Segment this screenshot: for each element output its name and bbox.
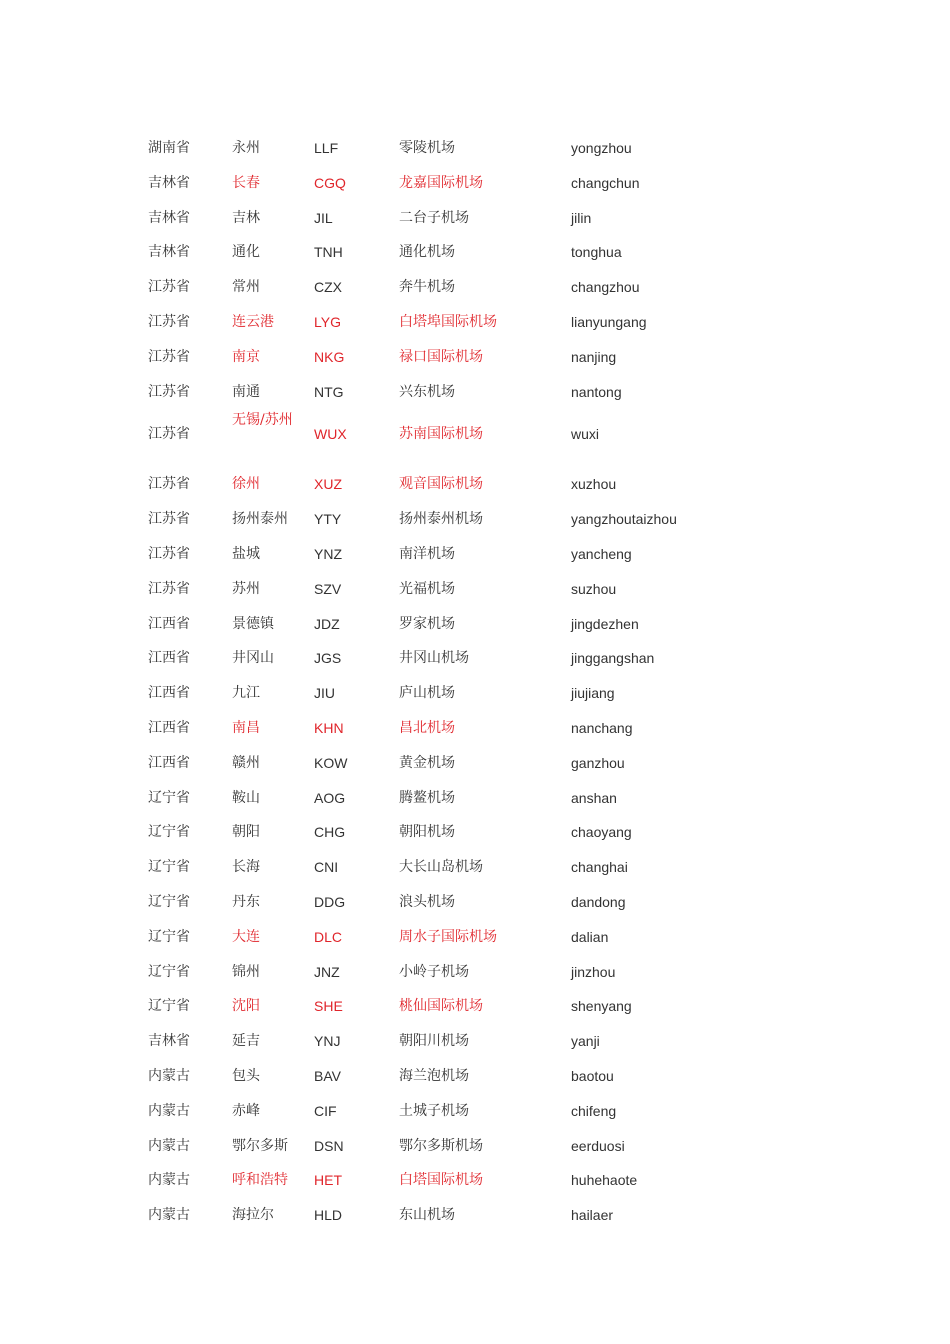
province-cell: 江苏省 [148,383,190,400]
airport-name-cell: 二台子机场 [399,209,469,226]
province-cell: 江西省 [148,650,190,667]
airport-name-cell: 朝阳川机场 [399,1033,469,1050]
city-cell: 鞍山 [232,789,260,806]
airport-code-cell: LLF [314,140,339,156]
city-cell: 景德镇 [232,615,274,632]
pinyin-cell: wuxi [571,426,600,443]
airport-code-cell: YNJ [314,1033,341,1050]
airport-name-cell: 周水子国际机场 [399,928,497,945]
province-cell: 江苏省 [148,313,190,330]
airport-name-cell: 苏南国际机场 [399,426,483,443]
province-cell: 辽宁省 [148,859,190,876]
province-cell: 辽宁省 [148,963,190,980]
city-cell: 朝阳 [232,824,260,841]
city-cell: 南通 [232,383,260,400]
city-cell: 延吉 [232,1033,260,1050]
airport-code-cell: CHG [314,824,346,841]
airport-name-cell: 土城子机场 [399,1102,469,1119]
pinyin-cell: nanjing [571,348,617,365]
province-cell: 江苏省 [148,580,190,597]
airport-code-cell: SZV [314,580,342,597]
airport-name-cell: 禄口国际机场 [399,348,483,365]
table-row [148,810,868,845]
pinyin-cell: suzhou [571,580,617,597]
airport-name-cell: 鄂尔多斯机场 [399,1137,483,1154]
province-cell: 内蒙古 [148,1067,190,1084]
pinyin-cell: dandong [571,893,626,910]
city-cell: 赤峰 [232,1102,260,1119]
airport-code-cell: JDZ [314,615,340,632]
airport-code-cell: XUZ [314,476,342,493]
airport-name-cell: 观音国际机场 [399,476,483,493]
table-row [148,532,868,567]
airport-name-cell: 零陵机场 [399,140,455,156]
airport-code-cell: NTG [314,383,344,400]
city-cell: 无锡/苏州 [232,412,293,429]
table-row [148,230,868,265]
airport-code-cell: HLD [314,1207,343,1224]
province-cell: 江苏省 [148,511,190,528]
pinyin-cell: changchun [571,174,640,191]
province-cell: 吉林省 [148,244,190,261]
airport-name-cell: 海兰泡机场 [399,1067,469,1084]
city-cell: 呼和浩特 [232,1172,288,1189]
city-cell: 鄂尔多斯 [232,1137,288,1154]
table-row [148,950,868,985]
airport-name-cell: 南洋机场 [399,545,455,562]
table-row [148,1124,868,1159]
province-cell: 辽宁省 [148,893,190,910]
table-row [148,706,868,741]
pinyin-cell: huhehaote [571,1172,638,1189]
table-row [148,497,868,532]
city-cell: 赣州 [232,754,260,771]
pinyin-cell: changhai [571,859,628,876]
table-row [148,1019,868,1054]
table-row [148,1054,868,1089]
table-row [148,845,868,880]
airport-code-cell: DDG [314,893,346,910]
city-cell: 井冈山 [232,650,274,667]
airport-code-cell: DSN [314,1137,344,1154]
airport-name-cell: 龙嘉国际机场 [399,174,483,191]
pinyin-cell: hailaer [571,1207,614,1224]
table-row [148,161,868,196]
province-cell: 江西省 [148,719,190,736]
airport-name-cell: 罗家机场 [399,615,455,632]
airport-code-cell: YNZ [314,545,342,562]
airport-name-cell: 浪头机场 [399,893,455,910]
pinyin-cell: jiujiang [571,685,615,702]
province-cell: 辽宁省 [148,998,190,1015]
airport-name-cell: 白塔国际机场 [399,1172,483,1189]
province-cell: 内蒙古 [148,1137,190,1154]
airport-code-cell: YTY [314,511,342,528]
airport-name-cell: 奔牛机场 [399,279,455,296]
airport-code-cell: LYG [314,313,341,330]
province-cell: 内蒙古 [148,1102,190,1119]
city-cell: 扬州泰州 [232,511,288,528]
airport-code-cell: KOW [314,754,348,771]
airport-code-cell: CNI [314,859,339,876]
pinyin-cell: yangzhoutaizhou [571,511,677,528]
airport-code-cell: CIF [314,1102,337,1119]
airport-code-cell: HET [314,1172,342,1189]
pinyin-cell: nantong [571,383,622,400]
province-cell: 江西省 [148,754,190,771]
province-cell: 江西省 [148,685,190,702]
city-cell: 长海 [232,859,260,876]
airport-name-cell: 扬州泰州机场 [399,511,483,528]
pinyin-cell: baotou [571,1067,614,1084]
airport-name-cell: 腾鳌机场 [399,789,455,806]
airport-name-cell: 庐山机场 [399,685,455,702]
airport-code-cell: WUX [314,426,347,443]
pinyin-cell: jinzhou [571,963,616,980]
province-cell: 吉林省 [148,174,190,191]
table-row [148,1158,868,1193]
table-row [148,404,868,462]
province-cell: 辽宁省 [148,824,190,841]
airport-name-cell: 小岭子机场 [399,963,469,980]
city-cell: 永州 [232,140,260,156]
airport-code-table [148,126,868,1228]
province-cell: 江苏省 [148,426,190,443]
city-cell: 常州 [232,279,260,296]
airport-name-cell: 黄金机场 [399,754,455,771]
table-row [148,265,868,300]
table-row [148,370,868,405]
table-row [148,126,868,161]
table-row [148,335,868,370]
airport-code-cell: CZX [314,279,342,296]
province-cell: 江苏省 [148,279,190,296]
province-cell: 湖南省 [148,140,190,156]
province-cell: 江苏省 [148,348,190,365]
airport-code-cell: JGS [314,650,342,667]
province-cell: 吉林省 [148,1033,190,1050]
pinyin-cell: xuzhou [571,476,617,493]
airport-code-cell: AOG [314,789,346,806]
airport-code-cell: KHN [314,719,344,736]
city-cell: 沈阳 [232,998,260,1015]
city-cell: 海拉尔 [232,1207,274,1224]
province-cell: 江苏省 [148,545,190,562]
city-cell: 大连 [232,928,260,945]
pinyin-cell: nanchang [571,719,633,736]
province-cell: 江西省 [148,615,190,632]
province-cell: 辽宁省 [148,928,190,945]
airport-code-cell: SHE [314,998,343,1015]
airport-name-cell: 朝阳机场 [399,824,455,841]
province-cell: 内蒙古 [148,1207,190,1224]
airport-code-cell: TNH [314,244,343,261]
airport-code-cell: JIL [314,209,333,226]
airport-name-cell: 井冈山机场 [399,650,469,667]
airport-code-cell: DLC [314,928,343,945]
pinyin-cell: ganzhou [571,754,625,771]
province-cell: 辽宁省 [148,789,190,806]
airport-code-cell: NKG [314,348,345,365]
pinyin-cell: lianyungang [571,313,647,330]
airport-name-cell: 兴东机场 [399,383,455,400]
airport-code-cell: JNZ [314,963,340,980]
airport-name-cell: 桃仙国际机场 [399,998,483,1015]
table-row [148,602,868,637]
airport-name-cell: 昌北机场 [399,719,455,736]
city-cell: 苏州 [232,580,260,597]
city-cell: 盐城 [232,545,260,562]
pinyin-cell: eerduosi [571,1137,625,1154]
airport-name-cell: 光福机场 [399,580,455,597]
city-cell: 徐州 [232,476,260,493]
airport-name-cell: 白塔埠国际机场 [399,313,497,330]
city-cell: 南昌 [232,719,260,736]
table-row [148,880,868,915]
table-row [148,1089,868,1124]
city-cell: 锦州 [232,963,260,980]
table-row [148,776,868,811]
city-cell: 南京 [232,348,260,365]
city-cell: 通化 [232,244,260,261]
airport-name-cell: 大长山岛机场 [399,859,483,876]
pinyin-cell: yancheng [571,545,632,562]
pinyin-cell: jilin [571,209,592,226]
pinyin-cell: chifeng [571,1102,617,1119]
city-cell: 丹东 [232,893,260,910]
city-cell: 连云港 [232,313,274,330]
airport-name-cell: 东山机场 [399,1207,455,1224]
city-cell: 长春 [232,174,260,191]
pinyin-cell: jinggangshan [571,650,655,667]
table-row [148,915,868,950]
province-cell: 江苏省 [148,476,190,493]
city-cell: 九江 [232,685,260,702]
airport-code-cell: CGQ [314,174,346,191]
pinyin-cell: yanji [571,1033,600,1050]
province-cell: 内蒙古 [148,1172,190,1189]
airport-code-cell: JIU [314,685,335,702]
city-cell: 吉林 [232,209,260,226]
table-row [148,300,868,335]
pinyin-cell: jingdezhen [571,615,639,632]
pinyin-cell: changzhou [571,279,640,296]
pinyin-cell: shenyang [571,998,632,1015]
pinyin-cell: dalian [571,928,609,945]
table-row [148,567,868,602]
pinyin-cell: anshan [571,789,617,806]
pinyin-cell: yongzhou [571,140,632,156]
table-row [148,1193,868,1228]
airport-code-cell: BAV [314,1067,341,1084]
table-row [148,462,868,497]
table-row [148,196,868,231]
pinyin-cell: tonghua [571,244,622,261]
airport-name-cell: 通化机场 [399,244,455,261]
table-row [148,671,868,706]
province-cell: 吉林省 [148,209,190,226]
city-cell: 包头 [232,1067,260,1084]
table-row [148,636,868,671]
table-row [148,741,868,776]
pinyin-cell: chaoyang [571,824,632,841]
table-row [148,984,868,1019]
